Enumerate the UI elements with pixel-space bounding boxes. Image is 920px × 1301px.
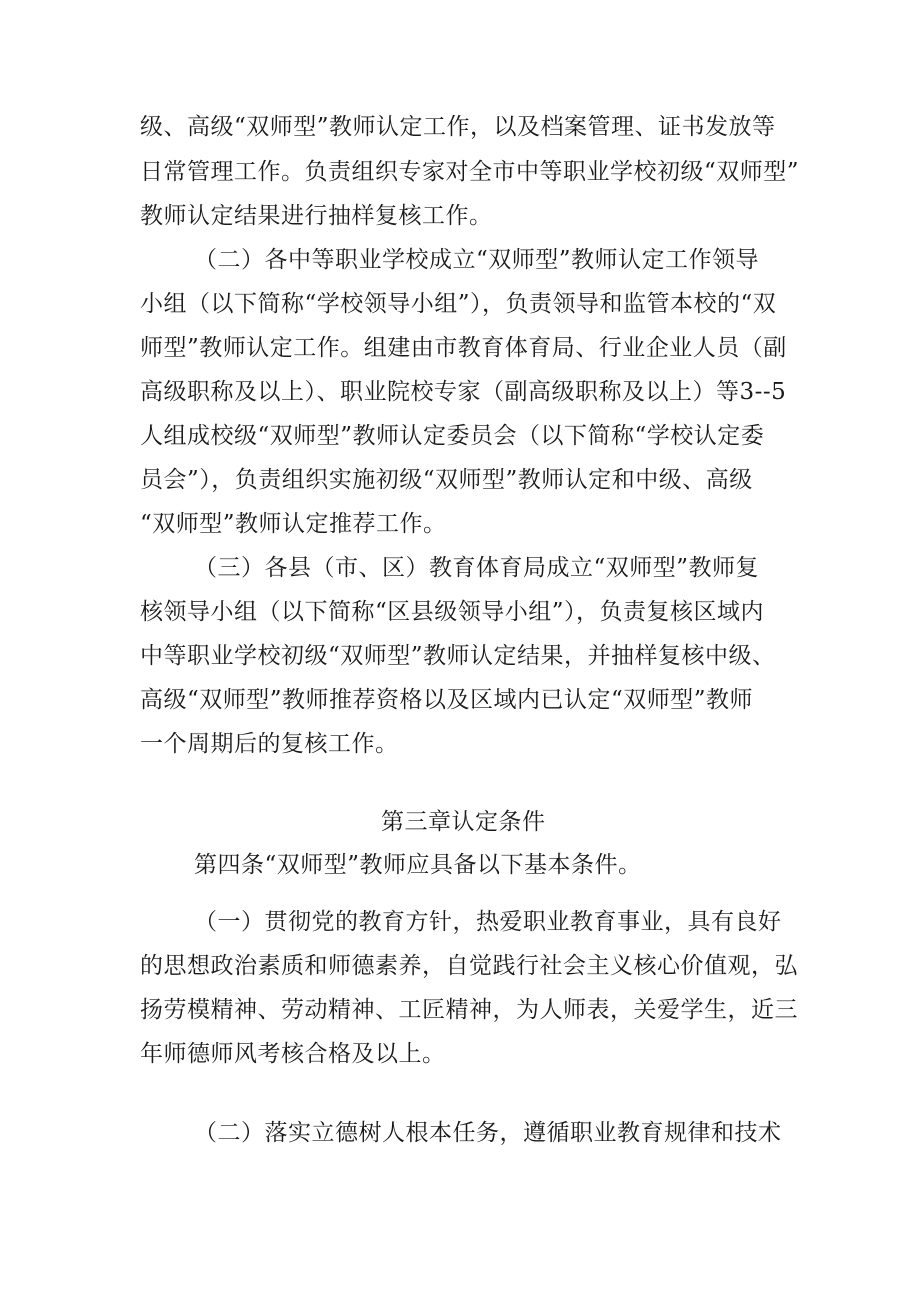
chapter-title: 第三章认定条件	[381, 809, 546, 835]
line-text: 日常管理工作。负责组织专家对全市中等职业学校初级“双师型”	[140, 159, 800, 185]
line-text: 人组成校级“双师型”教师认定委员会（以下简称“学校认定委	[140, 423, 765, 449]
line-text: 小组（以下简称“学校领导小组”），负责领导和监管本校的“双	[140, 291, 777, 317]
line-text: 级、高级“双师型”教师认定工作，以及档案管理、证书发放等	[140, 114, 776, 140]
article-title: 第四条“双师型”教师应具备以下基本条件。	[194, 852, 642, 878]
line-text: （一）贯彻党的教育方针，热爱职业教育事业，具有良好	[194, 909, 782, 935]
line-text: （三）各县（市、区）教育体育局成立“双师型”教师复	[194, 555, 760, 581]
line-text: （二）落实立德树人根本任务，遵循职业教育规律和技术	[194, 1120, 782, 1146]
line-text: 中等职业学校初级“双师型”教师认定结果，并抽样复核中级、	[140, 643, 776, 669]
line-text: （二）各中等职业学校成立“双师型”教师认定工作领导	[194, 247, 760, 273]
line-text: 员会”），负责组织实施初级“双师型”教师认定和中级、高级	[140, 467, 753, 493]
line-text: 教师认定结果进行抽样复核工作。	[140, 203, 493, 229]
line-text: 的思想政治素质和师德素养，自觉践行社会主义核心价值观，弘	[140, 953, 798, 979]
line-text: 师型”教师认定工作。组建由市教育体育局、行业企业人员（副	[140, 335, 787, 361]
line-text: “双师型”教师认定推荐工作。	[140, 511, 447, 537]
line-text: 高级“双师型”教师推荐资格以及区域内已认定“双师型”教师	[140, 687, 754, 713]
line-text: 高级职称及以上）、职业院校专家（副高级职称及以上）等3--5	[140, 379, 787, 405]
line-text: 扬劳模精神、劳动精神、工匠精神，为人师表，关爱学生，近三	[140, 997, 798, 1023]
line-text: 核领导小组（以下简称“区县级领导小组”），负责复核区域内	[140, 599, 765, 625]
line-text: 年师德师风考核合格及以上。	[140, 1041, 446, 1067]
line-text: 一个周期后的复核工作。	[140, 731, 399, 757]
